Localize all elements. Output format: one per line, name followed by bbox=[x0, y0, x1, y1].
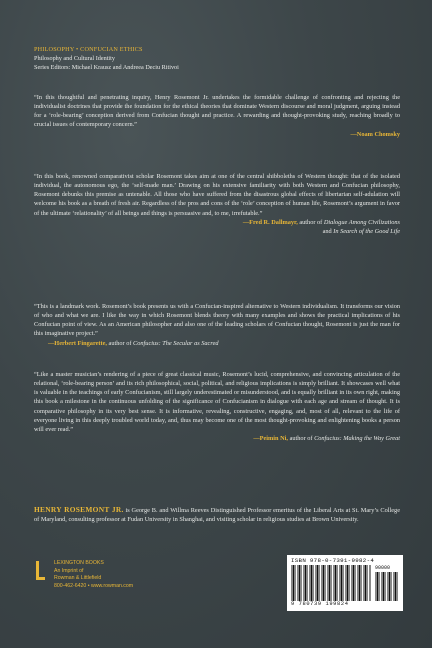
blurb-chomsky bbox=[34, 93, 400, 139]
barcode-stripe bbox=[375, 572, 376, 601]
barcode-stripe bbox=[345, 565, 346, 601]
barcode-stripe bbox=[391, 572, 392, 601]
blurb-book: Confucius: Making the Way Great bbox=[314, 435, 400, 443]
blurb-dallmayr bbox=[34, 172, 400, 236]
publisher-contact: 800-462-6420 • www.rowman.com bbox=[54, 582, 134, 589]
barcode-stripe bbox=[343, 565, 344, 601]
barcode-stripe bbox=[291, 565, 292, 601]
barcode-stripe bbox=[325, 565, 326, 601]
blurb-author: —Noam Chomsky bbox=[350, 130, 400, 138]
barcode-stripe bbox=[395, 572, 397, 601]
publisher-block bbox=[34, 556, 184, 596]
barcode-stripe bbox=[381, 572, 382, 601]
barcode-stripe bbox=[295, 565, 296, 601]
barcode-stripe bbox=[299, 565, 301, 601]
barcode-stripe bbox=[307, 565, 308, 601]
blurb-fingarette bbox=[34, 302, 400, 348]
isbn-label: ISBN 978-0-7391-9982-4 bbox=[291, 557, 375, 564]
blurb-attribution bbox=[34, 130, 400, 139]
barcode-stripe bbox=[371, 565, 372, 601]
barcode-stripe bbox=[341, 565, 343, 601]
barcode-stripe bbox=[317, 565, 319, 601]
series-category: PHILOSOPHY • CONFUCIAN ETHICS bbox=[34, 46, 143, 53]
barcode-stripe bbox=[335, 565, 337, 601]
barcode-stripe bbox=[313, 565, 314, 601]
barcode-stripe bbox=[385, 572, 386, 601]
price-barcode-bars bbox=[375, 572, 399, 601]
blurb-book: Dialogue Among Civilizations bbox=[323, 218, 400, 226]
blurb-ni bbox=[34, 370, 400, 443]
barcode-stripe bbox=[389, 572, 391, 601]
blurb-attribution bbox=[34, 218, 400, 236]
blurb-text: “In this thoughtful and penetrating inquiry, Henry Rosemont Jr. undertakes the formidable challenge of confronting and rejecting the individualist doctrines that provide the foundation for the ethical theories that dominate Western discourse and moral judgment, arguing instead for a ‘role-bearing’ conception derived from Confucian thought and practice. A rewarding and thought-provoking study, reaching broadly to crucial issues of contemporary concern.” bbox=[34, 94, 400, 129]
barcode-stripe bbox=[311, 565, 313, 601]
barcode-stripe bbox=[347, 565, 349, 601]
publisher-parent: Rowman & Littlefield bbox=[54, 575, 102, 582]
barcode-stripe bbox=[309, 565, 310, 601]
barcode-stripe bbox=[367, 565, 368, 601]
barcode-stripe bbox=[369, 565, 370, 601]
barcode-stripe bbox=[387, 572, 388, 601]
blurb-text: “In this book, renowned comparativist scholar Rosemont takes aim at one of the central shibboleths of Western thought: that of the isolated individual, the autonomous ego, the ‘self-made man.’ Drawing on his extensive familiarity with both Western and Confucian philosophy, Rosemont debunks this premise as untenable. All those who have suffered from the disastrous global effects of libertarian self-adulation will welcome his book as a breath of fresh air. Regardless of the pros and cons of the ‘role’ conception of human life, Rosemont’s argument in favor of the ultimate ‘relationality’ of all beings and things is persuasive and, to me, irrefutable.” bbox=[34, 173, 400, 217]
blurb-join: and bbox=[322, 227, 334, 235]
barcode-stripe bbox=[351, 565, 352, 601]
barcode-stripe bbox=[319, 565, 320, 601]
series-editors: Series Editors: Michael Krausz and Andreea Deciu Ritivoi bbox=[34, 64, 179, 72]
blurb-text: “Like a master musician’s rendering of a piece of great classical music, Rosemont’s lucid, comprehensive, and convincing articulation of the relational, ‘role-bearing person’ and its rich philosophical, social, political, and religious implications is simply brilliant. It showcases well what is valuable in the teachings of early Confucianism, still largely underestimated or misunderstood, and is equally brilliant in its own right, making this book a milestone in the continuous unfolding of the significance of Confucianism in dialogue with each age and stream of thought. It is comparative philosophy in its very best sense. It is informative, revealing, constructive, engaging, and, most of all, relevant to the life of everyone living in this deeply troubled world today, and, thus may become one of the most thought-provoking and enlightening books a person will ever read.” bbox=[34, 371, 400, 433]
barcode-stripe bbox=[363, 565, 364, 601]
barcode-stripe bbox=[305, 565, 307, 601]
barcode-stripe bbox=[321, 565, 322, 601]
barcode-stripe bbox=[303, 565, 304, 601]
barcode-stripe bbox=[379, 572, 380, 601]
blurb-author: —Herbert Fingarette, bbox=[48, 339, 107, 347]
blurb-affil: author of bbox=[297, 218, 324, 226]
barcode-stripe bbox=[333, 565, 334, 601]
barcode-number: 9 780739 199824 bbox=[291, 601, 349, 607]
blurb-attribution bbox=[34, 434, 400, 443]
barcode-stripe bbox=[323, 565, 325, 601]
barcode-stripe bbox=[365, 565, 367, 601]
blurb-affil: author of bbox=[288, 435, 315, 443]
barcode-stripe bbox=[393, 572, 394, 601]
barcode-stripe bbox=[377, 572, 379, 601]
author-bio bbox=[34, 505, 400, 524]
barcode bbox=[287, 555, 403, 611]
barcode-stripe bbox=[353, 565, 355, 601]
blurb-book: Confucius: The Secular as Sacred bbox=[133, 339, 219, 347]
lexington-logo-icon bbox=[34, 560, 46, 582]
barcode-stripe bbox=[357, 565, 358, 601]
barcode-stripe bbox=[297, 565, 298, 601]
barcode-stripe bbox=[339, 565, 340, 601]
blurb-text: “This is a landmark work. Rosemont’s book presents us with a Confucian-inspired alternative to Western individualism. It transforms our vision of who and what we are. I like the way in which Rosemont blends theory with many examples and shows the practical implications of his Confucian point of view. As an American philosopher and also one of the leading scholars of Confucian thought, Rosemont is just the man for this imaginative project.” bbox=[34, 303, 400, 338]
barcode-stripe bbox=[397, 572, 398, 601]
barcode-stripe bbox=[315, 565, 316, 601]
barcode-stripe bbox=[349, 565, 350, 601]
barcode-price: 90000 bbox=[375, 565, 391, 571]
author-name: HENRY ROSEMONT JR. bbox=[34, 505, 124, 514]
blurb-attribution bbox=[34, 339, 400, 348]
barcode-stripe bbox=[331, 565, 332, 601]
publisher-name: LEXINGTON BOOKS bbox=[54, 560, 104, 566]
series-title: Philosophy and Cultural Identity bbox=[34, 55, 115, 63]
blurb-book-2: In Search of the Good Life bbox=[333, 227, 400, 235]
barcode-stripe bbox=[327, 565, 328, 601]
barcode-stripe bbox=[301, 565, 302, 601]
barcode-stripe bbox=[337, 565, 338, 601]
barcode-stripe bbox=[361, 565, 362, 601]
barcode-bars bbox=[291, 565, 371, 601]
blurb-affil: author of bbox=[106, 339, 134, 347]
barcode-stripe bbox=[359, 565, 361, 601]
blurb-author: —Peimin Ni, bbox=[253, 435, 288, 443]
barcode-stripe bbox=[355, 565, 356, 601]
barcode-stripe bbox=[293, 565, 295, 601]
publisher-text bbox=[54, 560, 133, 590]
barcode-stripe bbox=[383, 572, 385, 601]
barcode-stripe bbox=[329, 565, 331, 601]
blurb-author: —Fred R. Dallmayr, bbox=[242, 218, 298, 226]
publisher-imprint: An Imprint of bbox=[54, 567, 84, 574]
author-bio-text: is George B. and Willma Reeves Distinguished Professor emeritus of the Liberal Arts at St. Mary’s College of Maryland, consulting professor at Fudan University in Shanghai, and visiting scholar in religious studies at Brown University. bbox=[34, 507, 400, 524]
barcode-graphic bbox=[291, 565, 399, 601]
series-info bbox=[34, 45, 404, 73]
